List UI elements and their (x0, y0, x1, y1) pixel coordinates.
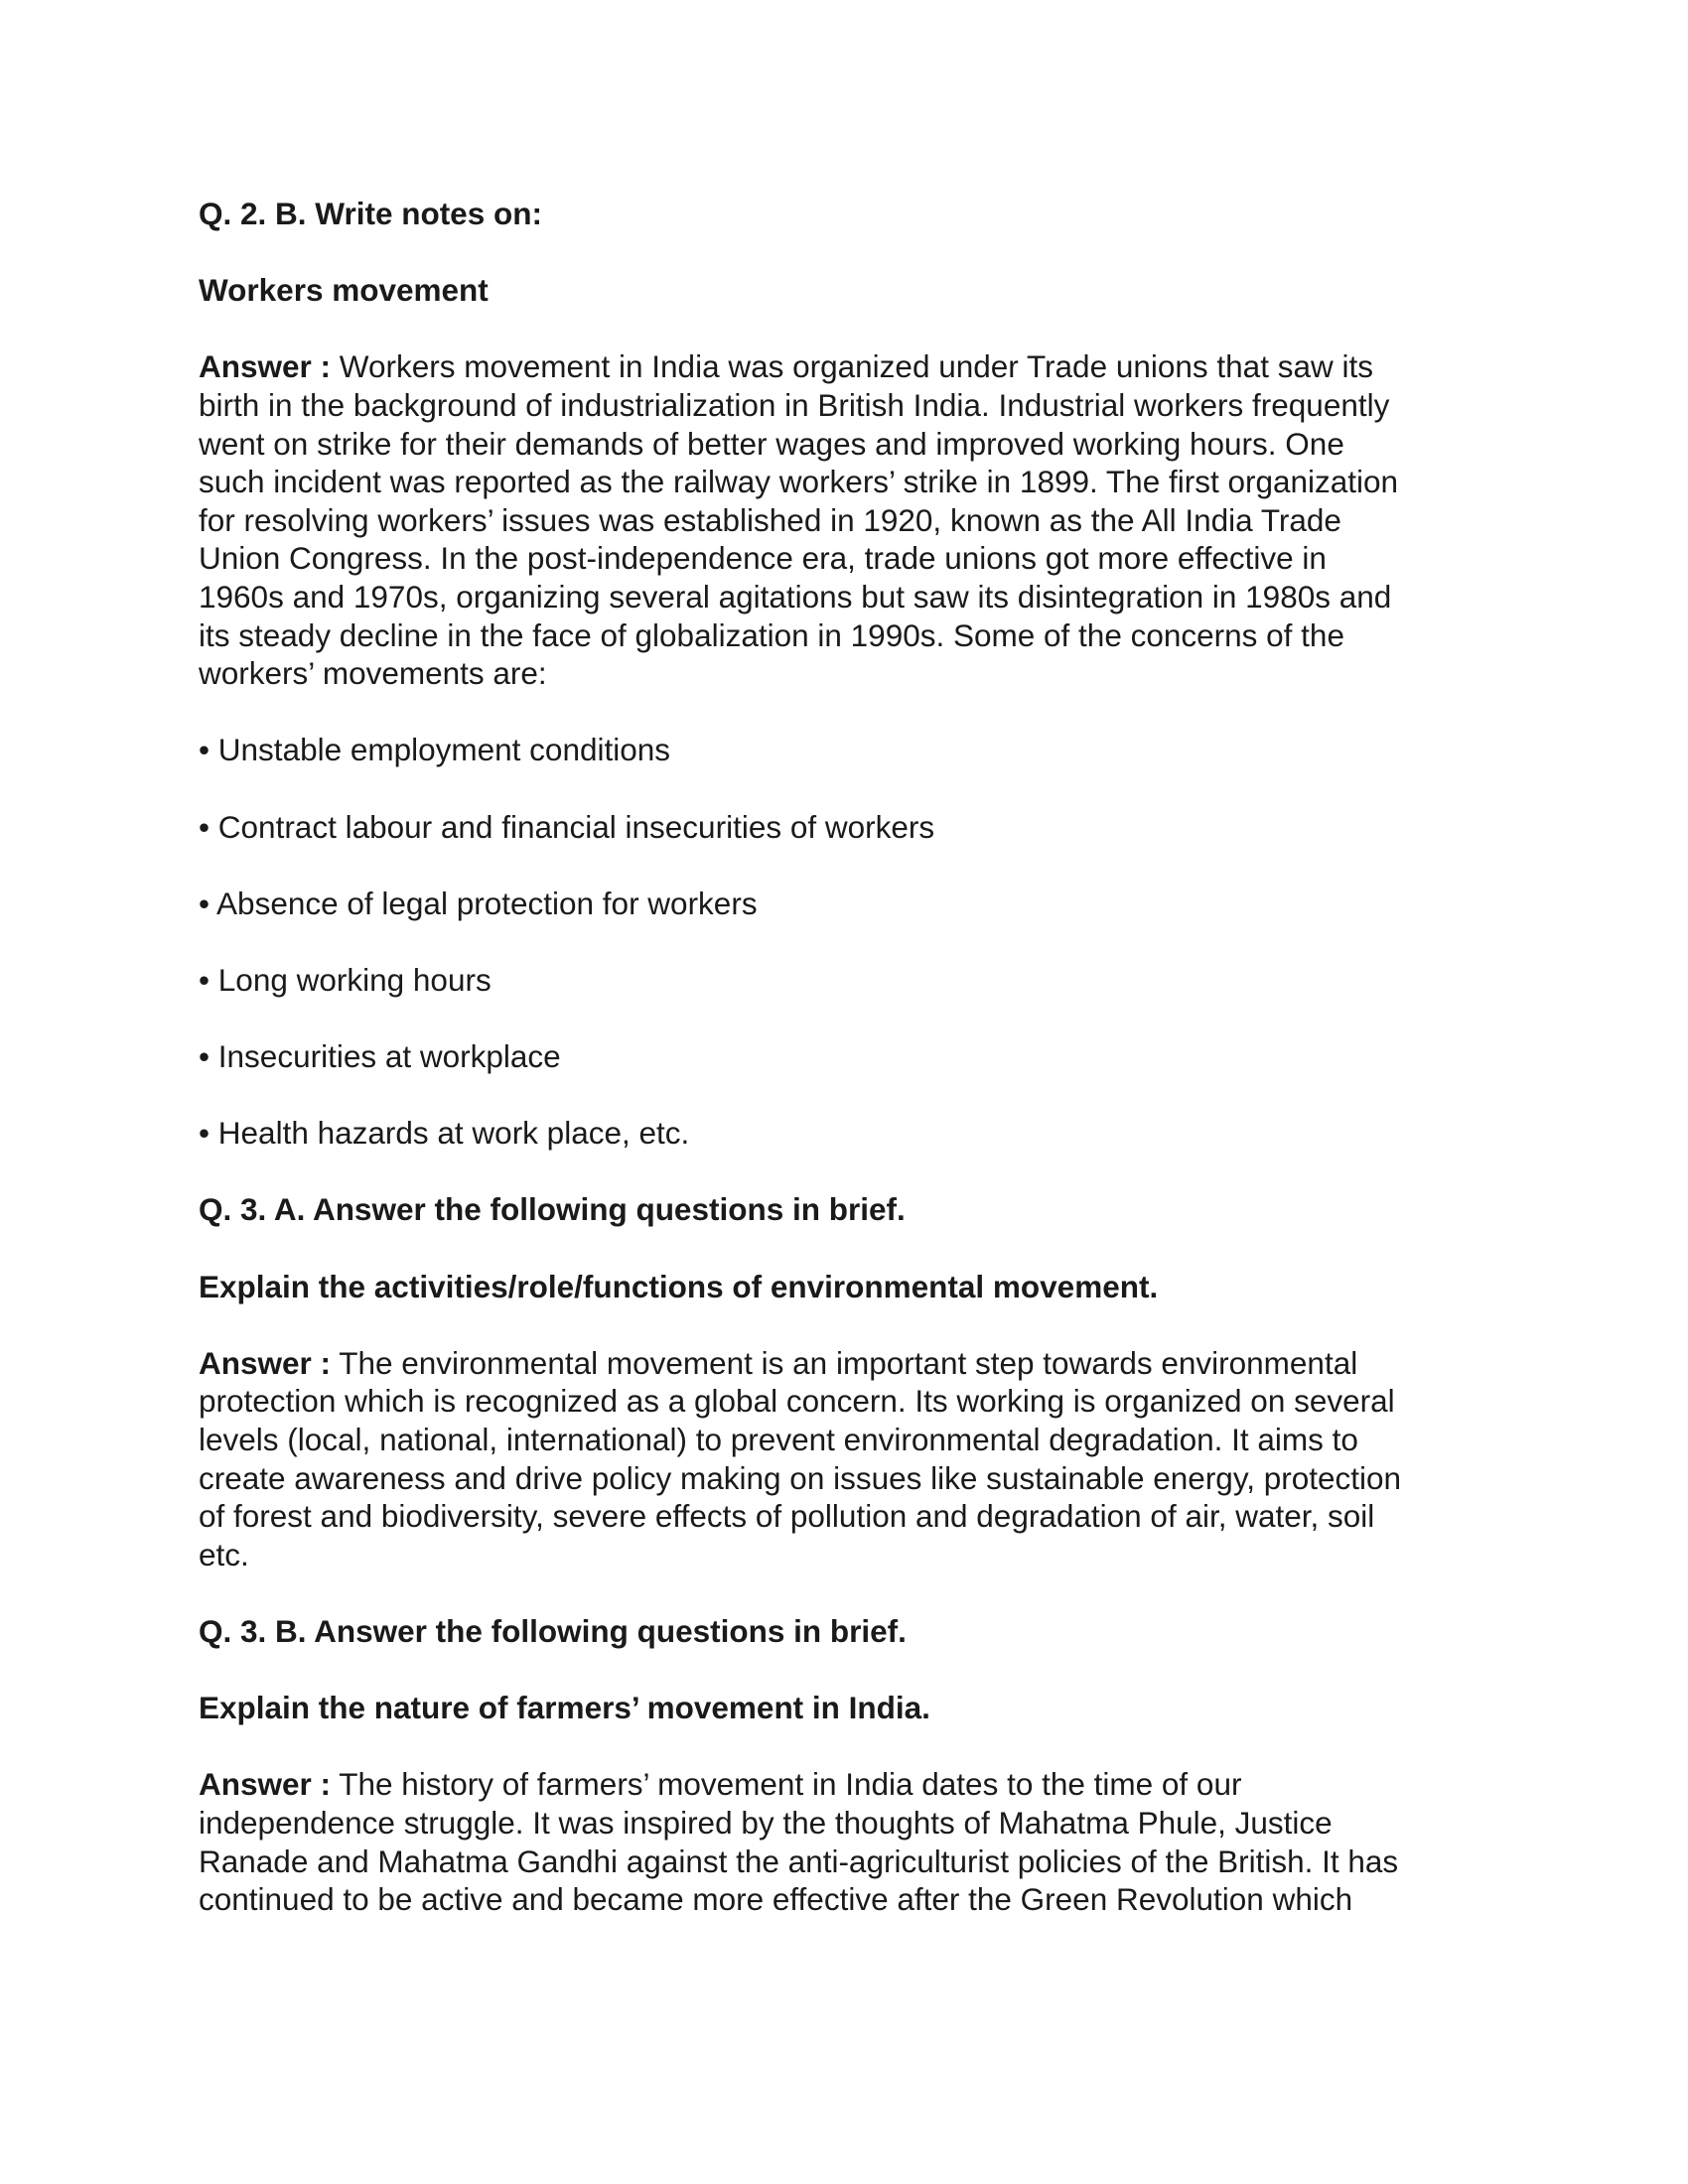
answer-line: create awareness and drive policy making on issues like sustainable energy, protection (199, 1459, 1402, 1496)
concerns-list (199, 731, 1489, 1153)
list-item: • Long working hours (199, 961, 492, 998)
answer-line: Answer : Workers movement in India was organized under Trade unions that saw its (199, 348, 1373, 385)
answer-line: for resolving workers’ issues was established in 1920, known as the All India Trade (199, 501, 1341, 538)
q3a-question: Explain the activities/role/functions of environmental movement. (199, 1268, 1159, 1304)
q3a-answer (199, 1344, 1489, 1574)
answer-line: protection which is recognized as a global concern. Its working is organized on several (199, 1383, 1395, 1420)
q3b-question: Explain the nature of farmers’ movement in India. (199, 1690, 930, 1726)
answer-line: continued to be active and became more effective after the Green Revolution which (199, 1881, 1353, 1918)
answer-line: of forest and biodiversity, severe effects of pollution and degradation of air, water, soil (199, 1498, 1375, 1535)
answer-label: Answer : (199, 1344, 332, 1381)
answer-line: 1960s and 1970s, organizing several agitations but saw its disintegration in 1980s and (199, 578, 1392, 614)
answer-line: such incident was reported as the railway workers’ strike in 1899. The first organization (199, 464, 1399, 500)
answer-line: Union Congress. In the post-independence era, trade unions got more effective in (199, 540, 1327, 577)
answer-line: Answer : The history of farmers’ movement in India dates to the time of our (199, 1766, 1242, 1803)
answer-line: birth in the background of industrialization in British India. Industrial workers frequently (199, 386, 1390, 423)
answer-line: went on strike for their demands of better wages and improved working hours. One (199, 425, 1344, 462)
list-item: • Health hazards at work place, etc. (199, 1115, 690, 1152)
q3a-title: Q. 3. A. Answer the following questions in brief. (199, 1191, 906, 1228)
answer-line: levels (local, national, international) to prevent environmental degradation. It aims to (199, 1422, 1358, 1457)
list-item: • Absence of legal protection for workers (199, 885, 758, 921)
q2b-title: Q. 2. B. Write notes on: (199, 196, 542, 231)
answer-line: its steady decline in the face of globalization in 1990s. Some of the concerns of the (199, 616, 1344, 653)
answer-line: independence struggle. It was inspired by the thoughts of Mahatma Phule, Justice (199, 1804, 1333, 1841)
answer-line: workers’ movements are: (199, 655, 547, 692)
answer-line: etc. (199, 1536, 249, 1572)
list-item: • Unstable employment conditions (199, 732, 671, 768)
q2b-topic: Workers movement (199, 272, 489, 309)
list-item: • Insecurities at workplace (199, 1038, 561, 1075)
answer-line: Ranade and Mahatma Gandhi against the anti-agriculturist policies of the British. It has (199, 1843, 1399, 1879)
document-page (199, 195, 1489, 1919)
answer-label: Answer : (199, 348, 332, 385)
list-item: • Contract labour and financial insecurities of workers (199, 808, 935, 845)
answer-label: Answer : (199, 1766, 332, 1803)
answer-line: Answer : The environmental movement is an important step towards environmental (199, 1344, 1358, 1381)
q3b-answer (199, 1765, 1489, 1918)
q2b-answer (199, 347, 1489, 692)
q3b-title: Q. 3. B. Answer the following questions in brief. (199, 1612, 907, 1649)
